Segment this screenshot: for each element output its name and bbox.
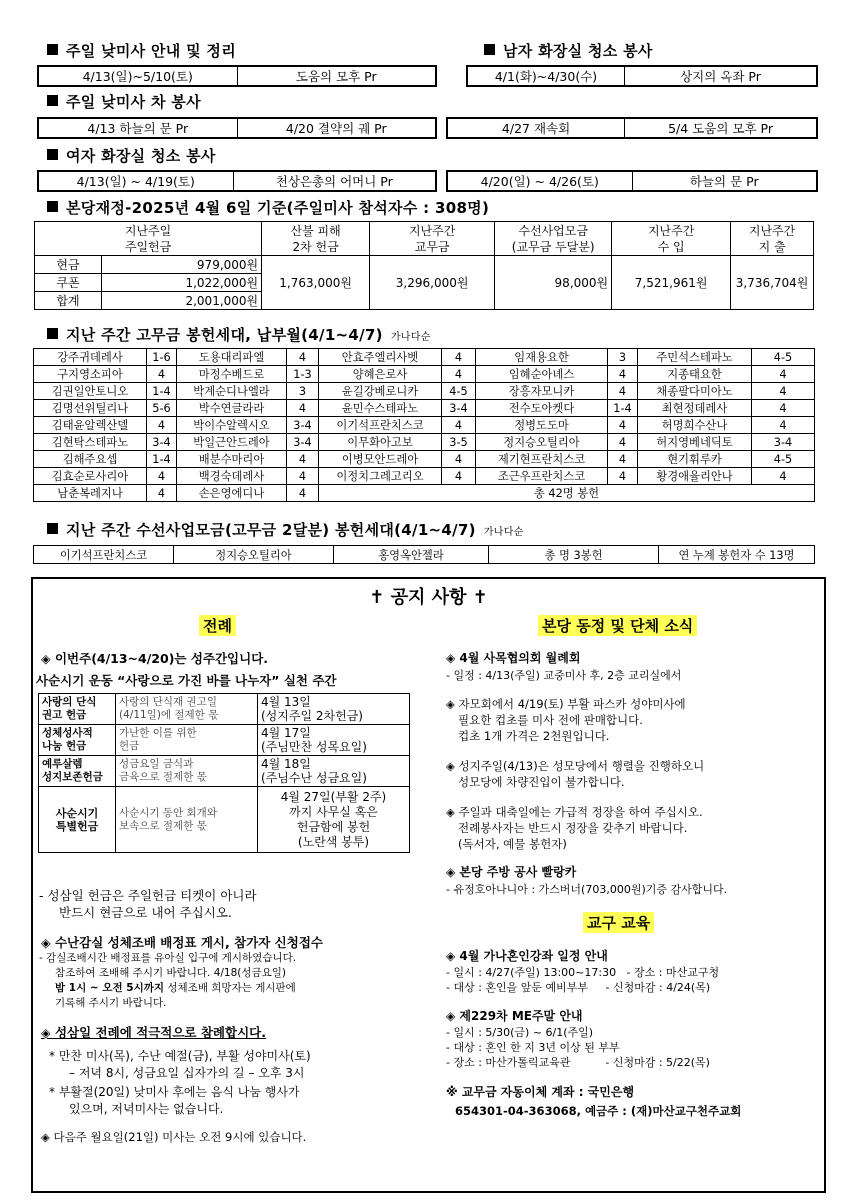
name-cell: 남춘복레지나: [34, 485, 147, 502]
header-cell: 지난주간 수 입: [612, 222, 731, 256]
car-service-table-left: [37, 117, 437, 139]
month-cell: 3-4: [442, 400, 476, 417]
notice-item: 기록해 주시기 바랍니다.: [55, 997, 167, 1009]
date-cell: 4월 13일 (성지주일 2차헌금): [258, 694, 410, 725]
header-cell: 산불 피해 2차 헌금: [262, 222, 370, 256]
month-cell: 4: [608, 468, 638, 485]
name-cell: 홍영옥안젤라: [334, 546, 489, 564]
total-cell: 총 명 3봉헌: [489, 546, 659, 564]
date-cell: 4월 18일 (주님수난 성금요일): [258, 756, 410, 787]
month-cell: 4: [608, 417, 638, 434]
notice-item: - 일시 : 5/30(금) ~ 6/1(주일): [446, 1026, 594, 1039]
name-cell: 도용대리파엘: [177, 349, 287, 366]
month-cell: 4-5: [442, 383, 476, 400]
month-cell: 4: [752, 468, 815, 485]
month-cell: 3-4: [287, 417, 319, 434]
finance-table: [34, 221, 814, 310]
name-cell: 조근우프란치스코: [476, 468, 608, 485]
month-cell: 1-6: [147, 349, 177, 366]
notice-item: ◈ 수난감실 성체조배 배정표 게시, 참가자 신청접수: [41, 935, 323, 950]
cell: 4/27 재속회: [447, 118, 625, 138]
name-cell: 이병모안드레아: [319, 451, 442, 468]
value-cell: 7,521,961원: [612, 256, 731, 310]
name-cell: 윤길강베로니카: [319, 383, 442, 400]
header-cell: 지난주간 지 출: [731, 222, 814, 256]
name-cell: 현기휘루카: [638, 451, 752, 468]
name-cell: 허지영베네딕토: [638, 434, 752, 451]
month-cell: 1-4: [608, 400, 638, 417]
cell: 상지의 옥좌 Pr: [625, 66, 818, 86]
month-cell: 4: [752, 366, 815, 383]
name-cell: 전수도아켓다: [476, 400, 608, 417]
notice-item: * 부활절(20일) 낮미사 후에는 음식 나눔 행사가: [49, 1085, 300, 1099]
notice-item: 654301-04-363068, 예금주 : (재)마산교구천주교회: [455, 1104, 742, 1118]
name-cell: 임혜순아녜스: [476, 366, 608, 383]
name-cell: 김현탁스테파노: [34, 434, 147, 451]
name-cell: 최현정데레사: [638, 400, 752, 417]
month-cell: 4: [608, 383, 638, 400]
month-cell: 1-4: [147, 383, 177, 400]
name-cell: 주민석스테파노: [638, 349, 752, 366]
section-title-offering: 지난 주간 고무금 봉헌세대, 납부월(4/1~4/7) 가나다순: [47, 324, 431, 345]
desc-cell: 가난한 이를 위한 헌금: [116, 725, 258, 756]
offering-row: [34, 349, 815, 366]
month-cell: 1-3: [287, 366, 319, 383]
name-cell: 이기석프란치스코: [319, 417, 442, 434]
women-restroom-table-left: [37, 170, 437, 192]
cell: 4/20 결약의 궤 Pr: [237, 118, 436, 138]
name-cell: 안효주엘리사벳: [319, 349, 442, 366]
notice-item: - 성삼일 헌금은 주일헌금 티켓이 아니라: [39, 888, 257, 903]
name-cell: 박일근안드레아: [177, 434, 287, 451]
notice-item: ◈ 4월 사목협의회 월례회: [446, 651, 581, 665]
name-cell: 손은영에디나: [177, 485, 287, 502]
month-cell: 4: [442, 349, 476, 366]
notice-title: ✝ 공지 사항 ✝: [369, 587, 488, 608]
month-cell: 4: [442, 417, 476, 434]
month-cell: 4: [752, 400, 815, 417]
notice-item: 성모당에 차량진입이 불가합니다.: [458, 775, 625, 789]
offering-row: [34, 417, 815, 434]
row-label: 현금: [35, 256, 102, 274]
notice-item: 사순시기 운동 “사랑으로 가진 바를 나누자” 실천 주간: [36, 673, 337, 688]
month-cell: 4: [608, 434, 638, 451]
month-cell: 5-6: [147, 400, 177, 417]
name-cell: 김태윤알렉산델: [34, 417, 147, 434]
name-cell: 구지영소피아: [34, 366, 147, 383]
row-label: 예루살렘 성지보존헌금: [39, 756, 116, 787]
header-cell: 지난주일 주일헌금: [35, 222, 262, 256]
education-heading: 교구 교육: [583, 912, 654, 933]
offering-table: [33, 348, 815, 502]
value-cell: 98,000원: [495, 256, 612, 310]
month-cell: 4-5: [752, 451, 815, 468]
row-label: 성체성사적 나눔 헌금: [39, 725, 116, 756]
section-title-repair: 지난 주간 수선사업모금(고무금 2달분) 봉헌세대(4/1~4/7) 가나다순: [47, 519, 524, 540]
cell: 도움의 모후 Pr: [237, 66, 436, 86]
date-cell: 4월 17일 (주님만찬 성목요일): [258, 725, 410, 756]
notice-item: * 만찬 미사(목), 수난 예절(금), 부활 성야미사(토): [49, 1049, 311, 1063]
notice-box: [31, 577, 826, 1193]
notice-item: 전례봉사자는 반드시 정장을 갖추기 바랍니다.: [458, 821, 688, 835]
name-cell: 마정수베드로: [177, 366, 287, 383]
notice-item: 필요한 컵초를 미사 전에 판매합니다.: [458, 713, 643, 727]
name-cell: 김해주요셉: [34, 451, 147, 468]
notice-item: - 감실조배시간 배정표를 유아실 입구에 게시하였습니다.: [39, 952, 297, 964]
name-cell: 지종태요한: [638, 366, 752, 383]
value-cell: 2,001,000원: [102, 292, 262, 310]
parish-news-heading: 본당 동정 및 단체 소식: [538, 615, 697, 636]
desc-cell: 성금요일 금식과 금육으로 절제한 몫: [116, 756, 258, 787]
name-cell: 배분수마리아: [177, 451, 287, 468]
name-cell: 제기현프란치스코: [476, 451, 608, 468]
month-cell: 3: [287, 383, 319, 400]
notice-item: ※ 교무금 자동이체 계좌 : 국민은행: [446, 1085, 635, 1099]
month-cell: 4-5: [752, 349, 815, 366]
month-cell: 4: [752, 383, 815, 400]
row-label: 쿠폰: [35, 274, 102, 292]
notice-item: ◈ 본당 주방 공사 빨랑카: [446, 865, 577, 879]
header-cell: 수선사업모금 (교무금 두달분): [495, 222, 612, 256]
name-cell: 양혜은로사: [319, 366, 442, 383]
name-cell: 박계순디나엘라: [177, 383, 287, 400]
row-label: 합계: [35, 292, 102, 310]
month-cell: 4: [608, 366, 638, 383]
month-cell: 4: [608, 451, 638, 468]
notice-item: - 대상 : 혼인을 앞둔 예비부부 - 신청마감 : 4/24(목): [446, 981, 711, 994]
name-cell: 김명선위틸리나: [34, 400, 147, 417]
car-service-table-right: [446, 117, 818, 139]
month-cell: 4: [442, 468, 476, 485]
notice-item: 반드시 현금으로 내어 주십시오.: [59, 905, 232, 920]
notice-item: – 저녁 8시, 성금요일 십자가의 길 – 오후 3시: [69, 1066, 305, 1080]
notice-item: 참조하여 조배해 주시기 바랍니다. 4/18(성금요일): [55, 967, 287, 979]
month-cell: 4: [442, 366, 476, 383]
month-cell: 4: [287, 468, 319, 485]
liturgy-heading: 전례: [199, 615, 236, 636]
section-title-car-service: 주일 낮미사 차 봉사: [47, 91, 201, 112]
cell: 4/1(화)~4/30(수): [467, 66, 625, 86]
month-cell: 3: [608, 349, 638, 366]
offering-row: [34, 468, 815, 485]
name-cell: 김효순로사리아: [34, 468, 147, 485]
notice-item: 컵초 1개 가격은 2천원입니다.: [458, 729, 610, 743]
notice-item: - 유정호아나니아 : 가스버너(703,000원)기증 감사합니다.: [446, 883, 728, 896]
lent-offering-row: [39, 756, 410, 787]
notice-item: - 일정 : 4/13(주일) 교중미사 후, 2층 교리실에서: [446, 669, 682, 682]
notice-item: ◈ 제229차 ME주말 안내: [446, 1009, 583, 1023]
row-label: 사랑의 단식 권고 헌금: [39, 694, 116, 725]
month-cell: 4: [442, 451, 476, 468]
name-cell: 윤민수스테파노: [319, 400, 442, 417]
name-cell: 정지승오틸리아: [174, 546, 334, 564]
value-cell: 1,763,000원: [262, 256, 370, 310]
notice-item: (독서자, 예물 봉헌자): [458, 837, 567, 851]
offering-row: [34, 383, 815, 400]
desc-cell: 사랑의 단식재 권고일 (4/11일)에 절제한 몫: [116, 694, 258, 725]
month-cell: 4: [287, 349, 319, 366]
value-cell: 3,736,704원: [731, 256, 814, 310]
repair-table: [33, 545, 815, 564]
notice-item: - 일시 : 4/27(주일) 13:00~17:30 - 장소 : 마산교구청: [446, 966, 720, 979]
lent-offering-row: [39, 725, 410, 756]
lent-offering-table: [38, 693, 410, 853]
month-cell: 3-4: [752, 434, 815, 451]
name-cell: 김권일안토니오: [34, 383, 147, 400]
month-cell: 4: [287, 451, 319, 468]
notice-item: ◈ 자모회에서 4/19(토) 부활 파스카 성야미사에: [446, 697, 686, 711]
total-cell: 총 42명 봉헌: [319, 485, 815, 502]
section-title-finance: 본당재정-2025년 4월 6일 기준(주일미사 참석자수 : 308명): [47, 197, 489, 218]
section-title-men-restroom: 남자 화장실 청소 봉사: [484, 40, 653, 61]
month-cell: 3-4: [147, 434, 177, 451]
cumulative-cell: 연 누계 봉헌자 수 13명: [659, 546, 815, 564]
notice-item: - 대상 : 혼인 한 지 3년 이상 된 부부: [446, 1041, 620, 1054]
section-title-sunday-mass: 주일 낮미사 안내 및 정리: [47, 40, 236, 61]
name-cell: 강주귀데레사: [34, 349, 147, 366]
month-cell: 4: [147, 485, 177, 502]
name-cell: 이기석프란치스코: [34, 546, 174, 564]
notice-item: ◈ 다음주 월요일(21일) 미사는 오전 9시에 있습니다.: [41, 1130, 307, 1144]
name-cell: 이무화아고보: [319, 434, 442, 451]
name-cell: 박이수알렉시오: [177, 417, 287, 434]
notice-item: ◈ 4월 가나혼인강좌 일정 안내: [446, 949, 608, 963]
cell: 5/4 도움의 모후 Pr: [625, 118, 817, 138]
notice-item: - 장소 : 마산가톨릭교육관 - 신청마감 : 5/22(목): [446, 1056, 710, 1069]
row-label: 사순시기 특별헌금: [39, 787, 116, 853]
notice-item: ◈ 주일과 대축일에는 가급적 정장을 하여 주십시오.: [446, 805, 703, 819]
name-cell: 허명희수산나: [638, 417, 752, 434]
cell: 4/13(일)~5/10(토): [38, 66, 237, 86]
notice-item: ◈ 성지주일(4/13)은 성모당에서 행렬을 진행하오니: [446, 759, 705, 773]
name-cell: 장흥자모니카: [476, 383, 608, 400]
section-title-women-restroom: 여자 화장실 청소 봉사: [47, 145, 216, 166]
women-restroom-table-right: [446, 170, 818, 192]
month-cell: 4: [287, 485, 319, 502]
month-cell: 4: [287, 400, 319, 417]
notice-item: ◈ 이번주(4/13~4/20)는 성주간입니다.: [41, 651, 269, 666]
sunday-mass-table: [37, 65, 437, 87]
cell: 4/13 하늘의 문 Pr: [38, 118, 237, 138]
name-cell: 정병도도마: [476, 417, 608, 434]
lent-offering-row: [39, 694, 410, 725]
date-cell: 4월 27일(부활 2주) 까지 사무실 혹은 헌금함에 봉헌 (노란색 봉투): [258, 787, 410, 853]
header-cell: 지난주간 교무금: [370, 222, 495, 256]
name-cell: 채종팔다미아노: [638, 383, 752, 400]
cell: 하늘의 문 Pr: [632, 171, 817, 191]
month-cell: 4: [147, 417, 177, 434]
value-cell: 3,296,000원: [370, 256, 495, 310]
month-cell: 3-5: [442, 434, 476, 451]
cell: 4/13(일) ~ 4/19(토): [38, 171, 233, 191]
name-cell: 황경애율리안나: [638, 468, 752, 485]
month-cell: 1-4: [147, 451, 177, 468]
offering-row: [34, 434, 815, 451]
name-cell: 이정치그레고리오: [319, 468, 442, 485]
value-cell: 1,022,000원: [102, 274, 262, 292]
month-cell: 4: [147, 366, 177, 383]
cell: 4/20(일) ~ 4/26(토): [447, 171, 632, 191]
notice-item: 밤 1시 ~ 오전 5시까지 성체조배 희망자는 게시판에: [55, 982, 296, 994]
name-cell: 박수연글라라: [177, 400, 287, 417]
notice-item: 있으며, 저녁미사는 없습니다.: [69, 1102, 224, 1116]
men-restroom-table: [466, 65, 818, 87]
month-cell: 4: [752, 417, 815, 434]
cell: 천상은총의 어머니 Pr: [233, 171, 436, 191]
desc-cell: 사순시기 동안 회개와 보속으로 절제한 몫: [116, 787, 258, 853]
month-cell: 3-4: [287, 434, 319, 451]
name-cell: 정지승오틸리아: [476, 434, 608, 451]
value-cell: 979,000원: [102, 256, 262, 274]
month-cell: 4: [147, 468, 177, 485]
offering-row: [34, 366, 815, 383]
offering-row: [34, 400, 815, 417]
name-cell: 임재용요한: [476, 349, 608, 366]
notice-item: ◈ 성삼일 전례에 적극적으로 참례합시다.: [41, 1025, 266, 1040]
offering-row: [34, 451, 815, 468]
name-cell: 백경숙데레사: [177, 468, 287, 485]
